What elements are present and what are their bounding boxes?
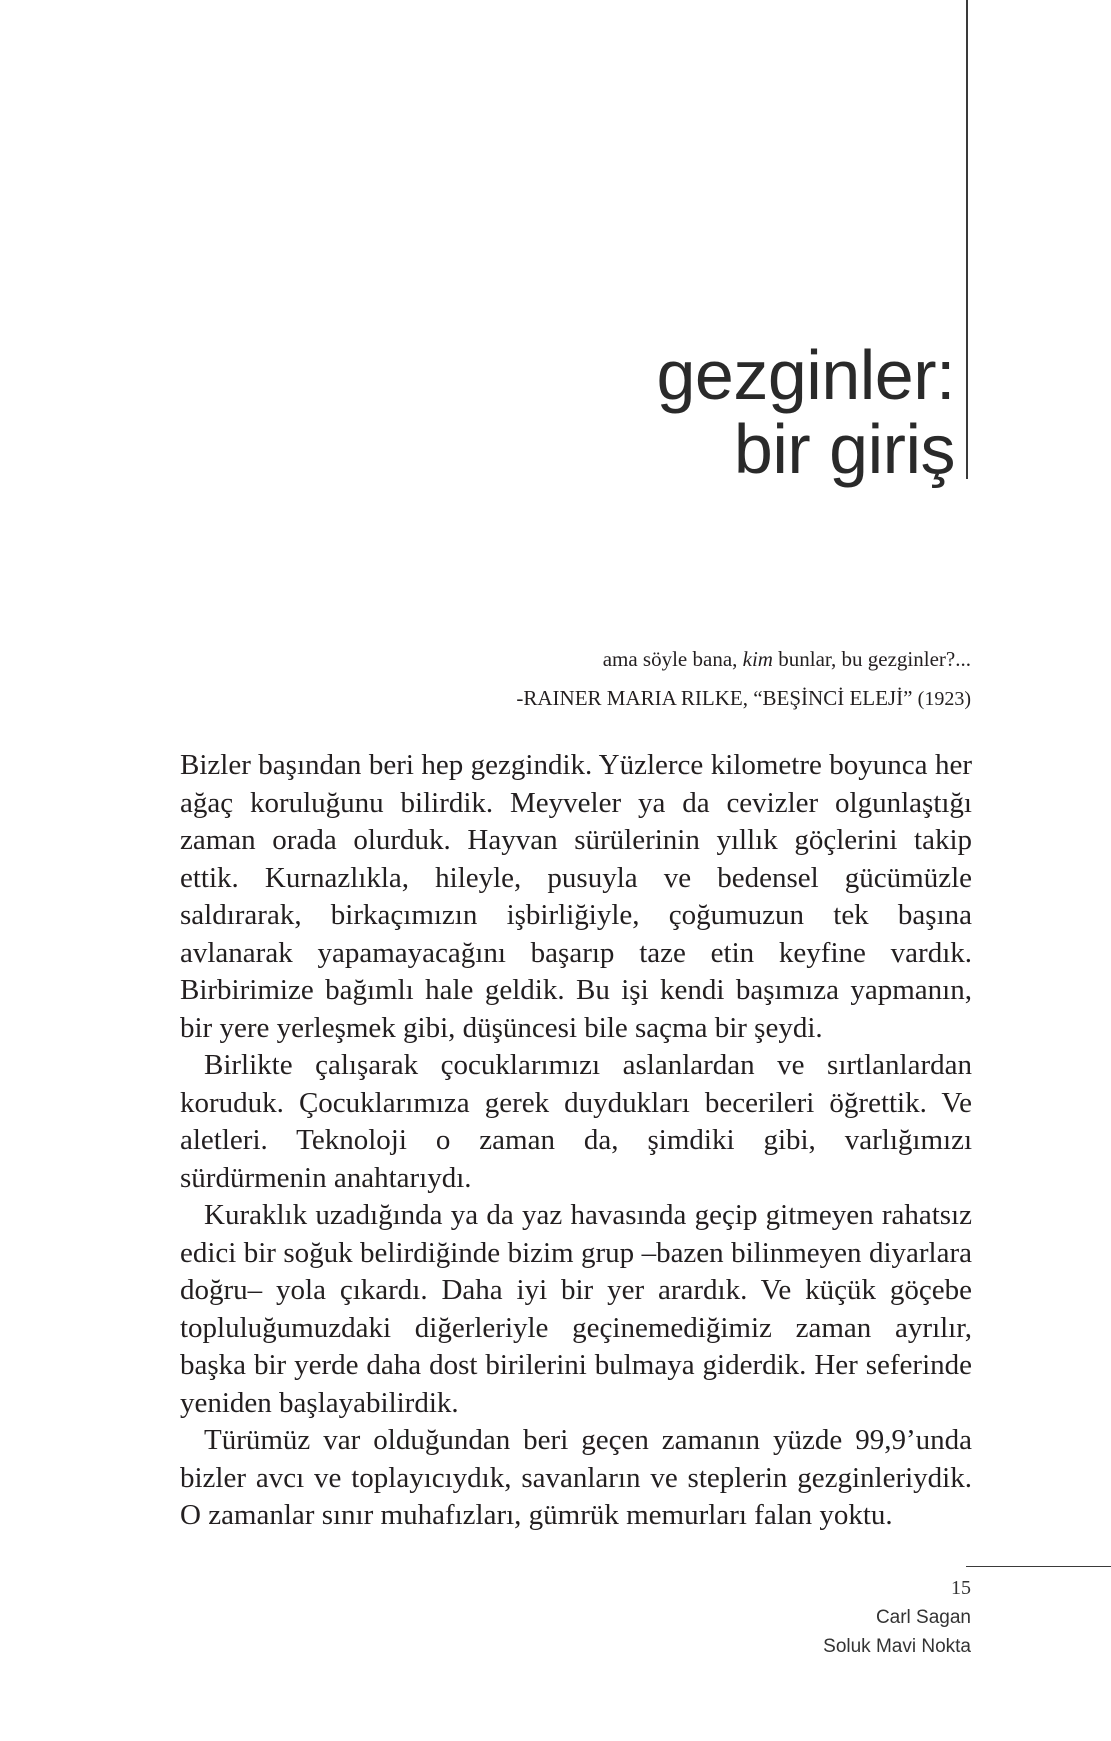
- epigraph: [516, 640, 971, 719]
- epigraph-attribution: [516, 679, 971, 719]
- footer-book-title: Soluk Mavi Nokta: [823, 1636, 971, 1657]
- epigraph-quote-end: bunlar, bu gezginler?...: [772, 647, 971, 671]
- paragraph-1: Bizler başından beri hep gezgindik. Yüzlerce kilometre boyunca her ağaç koruluğunu bilirdik. Meyveler ya da cevizler olgunlaştığı zaman orada olurduk. Hayvan sürülerinin yıllık göçlerini takip ettik. Kurnazlıkla, hileyle, pusuyla ve bedensel gücümüzle saldırarak, birkaçımızın işbirliğiyle, çoğumuzun tek başına avlanarak yapamayacağını başarıp taze etin keyfine vardık. Birbirimize bağımlı hale geldik. Bu işi kendi başımıza yapmanın, bir yere yerleşmek gibi, düşüncesi bile saçma bir şeydi.: [180, 749, 972, 1044]
- body-text: [180, 747, 972, 1535]
- epigraph-quote-italic: kim: [742, 647, 773, 671]
- paragraph-4: Türümüz var olduğundan beri geçen zamanın yüzde 99,9’unda bizler avcı ve toplayıcıydık, savanların ve steplerin gezginleriydik. O zamanlar sınır muhafızları, gümrük memurları falan yoktu.: [180, 1424, 972, 1531]
- paragraph-3: Kuraklık uzadığında ya da yaz havasında geçip gitmeyen rahatsız edici bir soğuk belirdiğinde bizim grup –bazen bilinmeyen diyarlara doğru– yola çıkardı. Daha iyi bir yer arardık. Ve küçük göçebe topluluğumuzdaki diğerleriyle geçinemediğimiz zaman ayrılır, başka bir yerde daha dost birilerini bulmaya giderdik. Her seferinde yeniden başlayabilirdik.: [180, 1199, 972, 1419]
- chapter-title: [656, 338, 955, 486]
- epigraph-quote-start: ama söyle bana,: [602, 647, 743, 671]
- title-vertical-rule: [966, 0, 968, 479]
- epigraph-year: (1923): [917, 688, 971, 710]
- footer-author: Carl Sagan: [875, 1607, 971, 1628]
- epigraph-author-source: -RAINER MARIA RILKE, “BEŞİNCİ ELEJİ”: [516, 686, 913, 710]
- epigraph-quote: [516, 640, 971, 679]
- page-footer: [823, 1574, 971, 1661]
- chapter-title-line-2: bir giriş: [733, 410, 955, 488]
- paragraph-2: Birlikte çalışarak çocuklarımızı aslanlardan ve sırtlanlardan koruduk. Çocuklarımıza gerek duydukları becerileri öğrettik. Ve aletleri. Teknoloji o zaman da, şimdiki gibi, varlığımızı sürdürmenin anahtarıydı.: [180, 1049, 972, 1194]
- footer-rule: [966, 1566, 1111, 1567]
- chapter-title-line-1: gezginler:: [656, 336, 955, 414]
- page-number: 15: [951, 1577, 971, 1599]
